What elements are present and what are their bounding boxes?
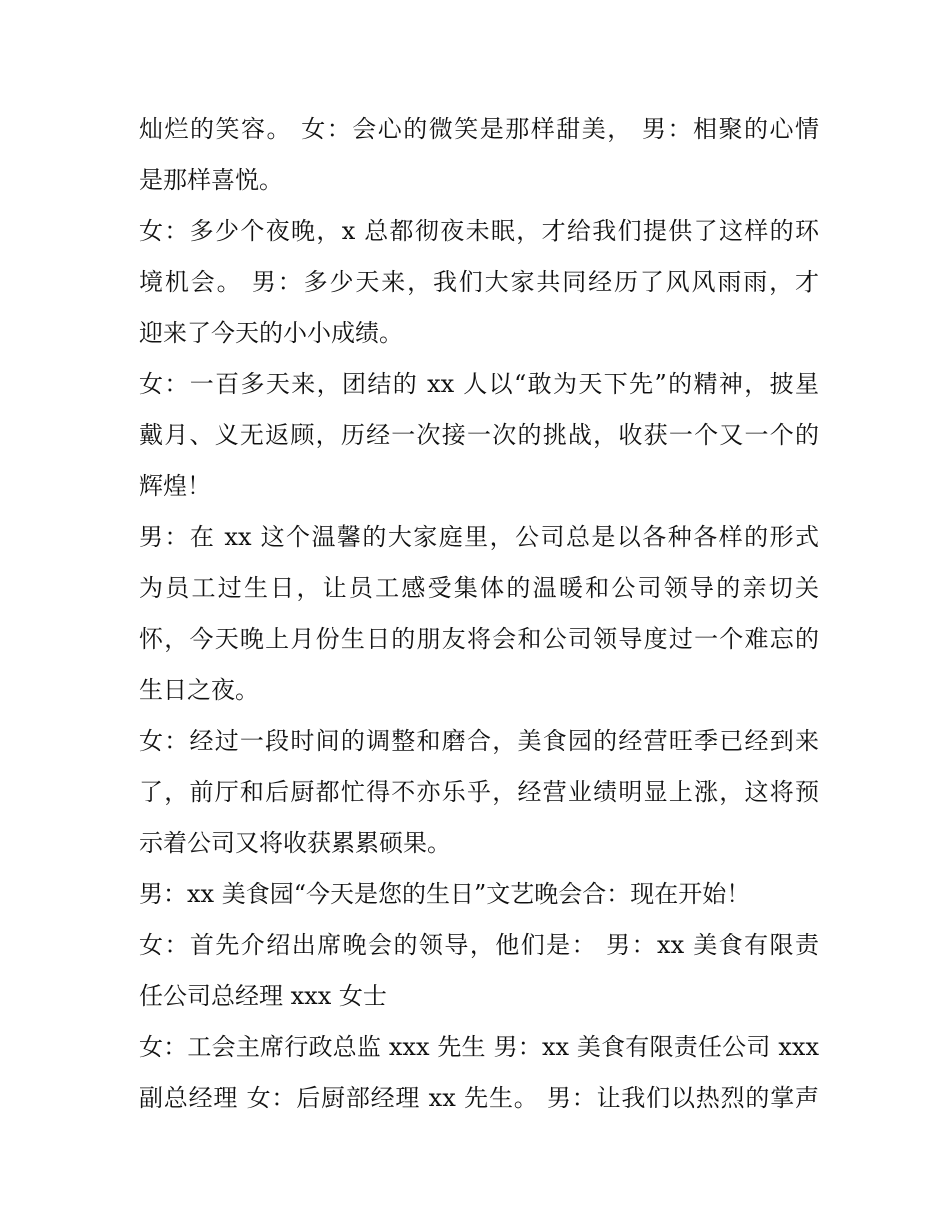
- text-line: 生日之夜。: [139, 676, 259, 704]
- text-line: 示着公司又将收获累累硕果。: [139, 829, 451, 857]
- text-line: 境机会。 男：多少天来，我们大家共同经历了风风雨雨，才: [139, 268, 819, 296]
- text-line: 怀，今天晚上月份生日的朋友将会和公司领导度过一个难忘的: [139, 625, 819, 653]
- text-line: 男：在 xx 这个温馨的大家庭里，公司总是以各种各样的形式: [139, 523, 819, 551]
- text-line: 迎来了今天的小小成绩。: [139, 319, 403, 347]
- text-line: 是那样喜悦。: [139, 166, 283, 194]
- text-line: 女：多少个夜晚，x 总都彻夜未眠，才给我们提供了这样的环: [139, 217, 819, 245]
- text-line: 为员工过生日，让员工感受集体的温暖和公司领导的亲切关: [139, 574, 819, 602]
- text-line: 灿烂的笑容。 女：会心的微笑是那样甜美， 男：相聚的心情: [139, 115, 819, 143]
- text-line: 了，前厅和后厨都忙得不亦乐乎，经营业绩明显上涨，这将预: [139, 778, 819, 806]
- text-line: 副总经理 女：后厨部经理 xx 先生。 男：让我们以热烈的掌声: [139, 1084, 819, 1112]
- text-line: 辉煌！: [139, 472, 211, 500]
- text-line: 戴月、义无返顾，历经一次接一次的挑战，收获一个又一个的: [139, 421, 819, 449]
- text-line: 任公司总经理 xxx 女士: [139, 982, 387, 1010]
- text-line: 女：经过一段时间的调整和磨合，美食园的经营旺季已经到来: [139, 727, 819, 755]
- text-line: 女：工会主席行政总监 xxx 先生 男：xx 美食有限责任公司 xxx: [139, 1033, 819, 1061]
- text-line: 女：首先介绍出席晚会的领导，他们是： 男：xx 美食有限责: [139, 931, 819, 959]
- text-line: 男：xx 美食园“今天是您的生日”文艺晚会合：现在开始！: [139, 880, 751, 908]
- document-body: [139, 104, 819, 1124]
- text-line: 女：一百多天来，团结的 xx 人以“敢为天下先”的精神，披星: [139, 370, 819, 398]
